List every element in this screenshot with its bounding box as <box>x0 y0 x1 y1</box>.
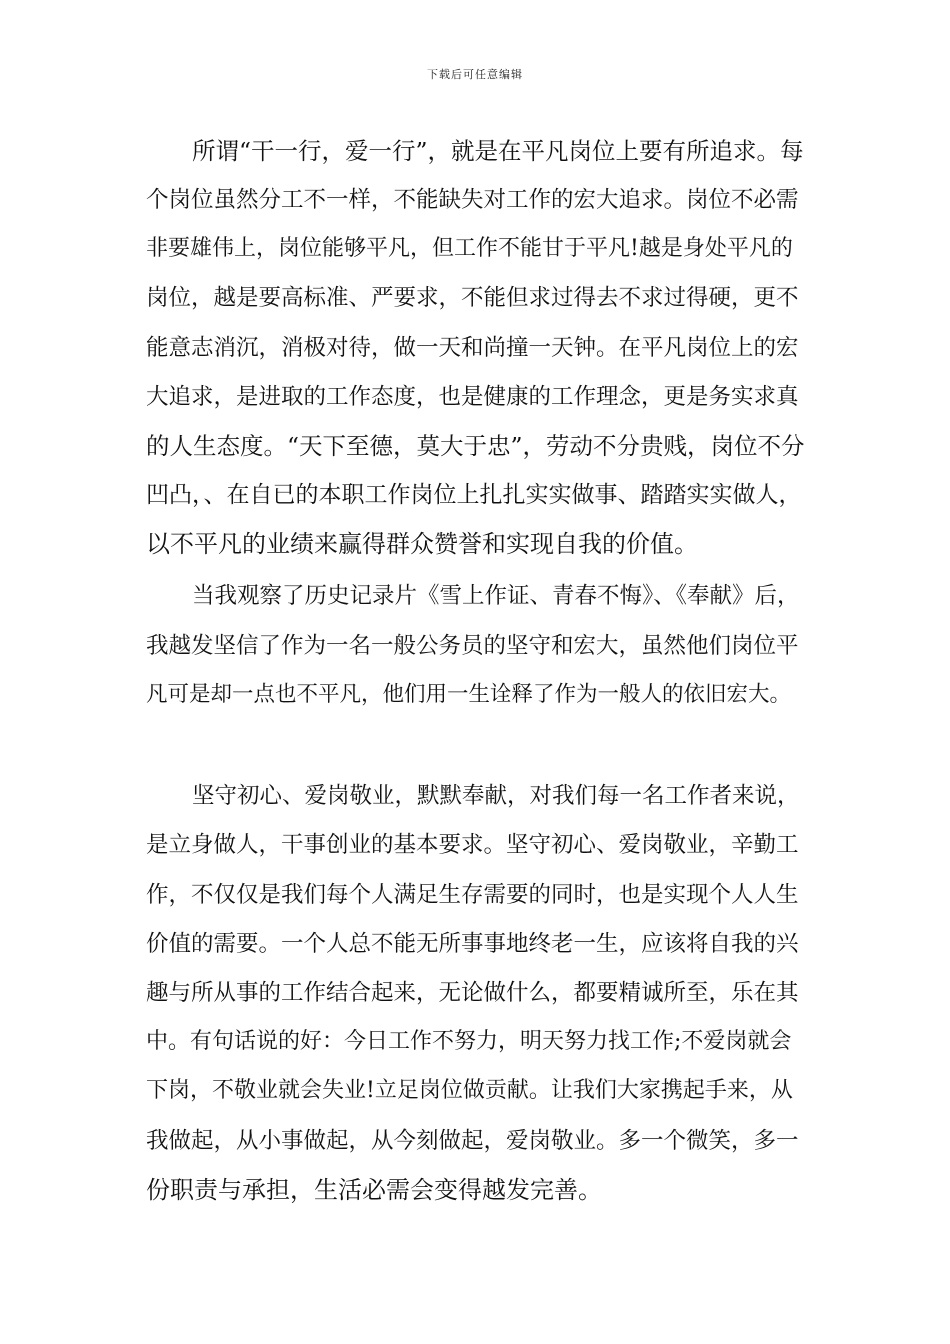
text-line: 我做起，从小事做起，从今刻做起，爱岗敬业。多一个微笑，多一 <box>146 1128 799 1154</box>
text-line: 非要雄伟上，岗位能够平凡，但工作不能甘于平凡!越是身处平凡的 <box>146 236 793 261</box>
text-line: 趣与所从事的工作结合起来，无论做什么，都要精诚所至，乐在其 <box>146 980 799 1006</box>
text-line: 中。有句话说的好：今日工作不努力，明天努力找工作;不爱岗就会 <box>146 1029 792 1054</box>
page-header: 下载后可任意编辑 <box>427 68 523 81</box>
text-line: 下岗，不敬业就会失业!立足岗位做贡献。让我们大家携起手来，从 <box>146 1078 793 1103</box>
text-line: 以不平凡的业绩来赢得群众赞誉和实现自我的价值。 <box>146 530 698 558</box>
text-line: 我越发坚信了作为一名一般公务员的坚守和宏大，虽然他们岗位平 <box>146 633 799 659</box>
text-line: 坚守初心、爱岗敬业，默默奉献，对我们每一名工作者来说， <box>192 783 800 809</box>
text-line: 当我观察了历史记录片《雪上作证、青春不悔》、《奉献》后， <box>192 583 800 609</box>
text-line: 份职责与承担，生活必需会变得越发完善。 <box>146 1176 602 1204</box>
text-line: 能意志消沉，消极对待，做一天和尚撞一天钟。在平凡岗位上的宏 <box>146 335 799 361</box>
text-line: 是立身做人，干事创业的基本要求。坚守初心、爱岗敬业，辛勤工 <box>146 832 799 858</box>
text-line: 的人生态度。“天下至德，莫大于忠”，劳动不分贵贱，岗位不分 <box>146 432 805 460</box>
text-line: 岗位，越是要高标准、严要求，不能但求过得去不求过得硬，更不 <box>146 285 799 311</box>
text-line: 凡可是却一点也不平凡，他们用一生诠释了作为一般人的依旧宏大。 <box>146 682 792 707</box>
text-line: 大追求，是进取的工作态度，也是健康的工作理念，更是务实求真 <box>146 384 799 410</box>
text-line: 个岗位虽然分工不一样，不能缺失对工作的宏大追求。岗位不必需 <box>146 187 799 213</box>
text-line: 凹凸，、在自已的本职工作岗位上扎扎实实做事、踏踏实实做人， <box>146 482 802 508</box>
text-line: 价值的需要。一个人总不能无所事事地终老一生，应该将自我的兴 <box>146 931 799 957</box>
text-line: 所谓“干一行，爱一行”，就是在平凡岗位上要有所追求。每 <box>192 137 804 165</box>
text-line: 作，不仅仅是我们每个人满足生存需要的同时，也是实现个人人生 <box>146 882 799 908</box>
